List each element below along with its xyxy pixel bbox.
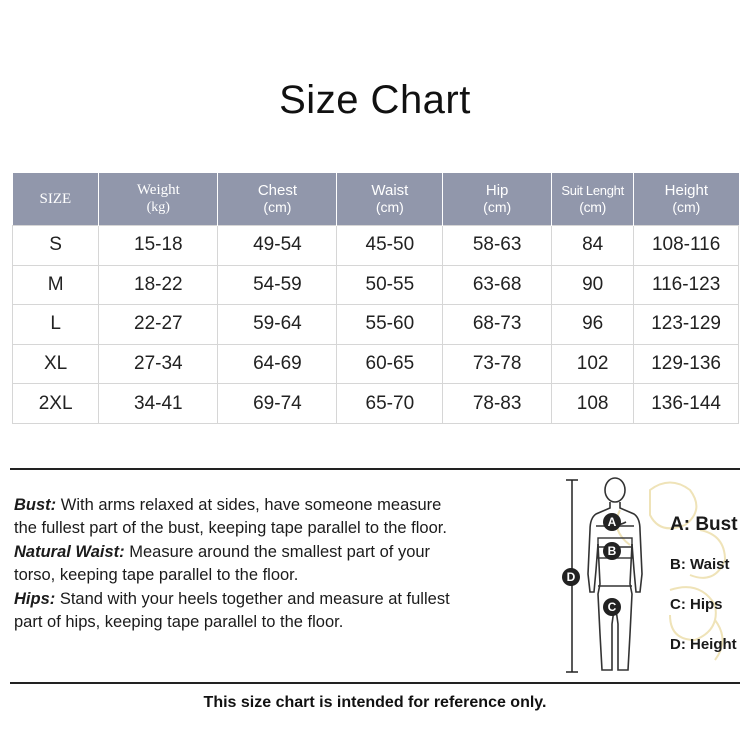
chest-cell: 59-64 <box>218 305 337 345</box>
suit-length-cell: 84 <box>552 226 634 266</box>
page-title: Size Chart <box>279 78 471 122</box>
height-cell: 123-129 <box>634 305 739 345</box>
table-row <box>13 265 739 305</box>
waist-instruction: Measure around the smallest part of your torso, keeping tape parallel to the floor. <box>14 542 431 585</box>
header-suit-length: Suit Lenght (cm) <box>552 173 634 226</box>
table-row <box>13 384 739 424</box>
hips-instruction: Stand with your heels together and measure at fullest part of hips, keeping tape parallel to the floor. <box>14 589 450 632</box>
chest-cell: 49-54 <box>218 226 337 266</box>
weight-cell: 18-22 <box>99 265 218 305</box>
hip-cell: 58-63 <box>443 226 552 266</box>
legend-height: D: Height <box>670 636 737 653</box>
chest-cell: 64-69 <box>218 344 337 384</box>
waist-cell: 50-55 <box>337 265 443 305</box>
table-row <box>13 344 739 384</box>
hip-cell: 78-83 <box>443 384 552 424</box>
header-waist: Waist (cm) <box>337 173 443 226</box>
size-cell: S <box>13 226 99 266</box>
size-cell: 2XL <box>13 384 99 424</box>
table-row <box>13 226 739 266</box>
reference-note: This size chart is intended for reference only. <box>203 694 547 711</box>
bust-instruction: With arms relaxed at sides, have someone measure the fullest part of the bust, keeping tape parallel to the floor. <box>14 496 447 538</box>
table-row <box>13 305 739 345</box>
height-cell: 129-136 <box>634 344 739 384</box>
suit-length-cell: 96 <box>552 305 634 345</box>
chest-cell: 54-59 <box>218 265 337 305</box>
hips-term: Hips: <box>14 589 56 608</box>
hip-cell: 73-78 <box>443 344 552 384</box>
weight-cell: 34-41 <box>99 384 218 424</box>
marker-d: D <box>562 568 580 586</box>
header-weight: Weight (kg) <box>99 173 218 226</box>
header-size: SIZE <box>13 173 99 226</box>
size-cell: XL <box>13 344 99 384</box>
bust-term: Bust: <box>14 496 57 514</box>
legend-bust: A: Bust <box>670 514 738 535</box>
waist-cell: 65-70 <box>337 384 443 424</box>
height-cell: 108-116 <box>634 226 739 266</box>
legend-waist: B: Waist <box>670 556 730 573</box>
height-cell: 136-144 <box>634 384 739 424</box>
height-cell: 116-123 <box>634 265 739 305</box>
marker-c: C <box>603 598 621 616</box>
chest-cell: 69-74 <box>218 384 337 424</box>
hip-cell: 68-73 <box>443 305 552 345</box>
marker-a: A <box>603 513 621 531</box>
waist-term: Natural Waist: <box>14 542 125 561</box>
suit-length-cell: 90 <box>552 265 634 305</box>
waist-cell: 60-65 <box>337 344 443 384</box>
weight-cell: 22-27 <box>99 305 218 345</box>
header-hip: Hip (cm) <box>443 173 552 226</box>
waist-cell: 45-50 <box>337 226 443 266</box>
measurement-guide <box>10 468 740 684</box>
size-cell: L <box>13 305 99 345</box>
suit-length-cell: 102 <box>552 344 634 384</box>
suit-length-cell: 108 <box>552 384 634 424</box>
measurement-instructions <box>14 494 454 634</box>
header-height: Height (cm) <box>634 173 739 226</box>
table-header-row <box>13 173 739 226</box>
hip-cell: 63-68 <box>443 265 552 305</box>
legend-hips: C: Hips <box>670 596 723 613</box>
header-chest: Chest (cm) <box>218 173 337 226</box>
marker-b: B <box>603 542 621 560</box>
size-table <box>12 173 739 424</box>
weight-cell: 15-18 <box>99 226 218 266</box>
size-cell: M <box>13 265 99 305</box>
waist-cell: 55-60 <box>337 305 443 345</box>
weight-cell: 27-34 <box>99 344 218 384</box>
